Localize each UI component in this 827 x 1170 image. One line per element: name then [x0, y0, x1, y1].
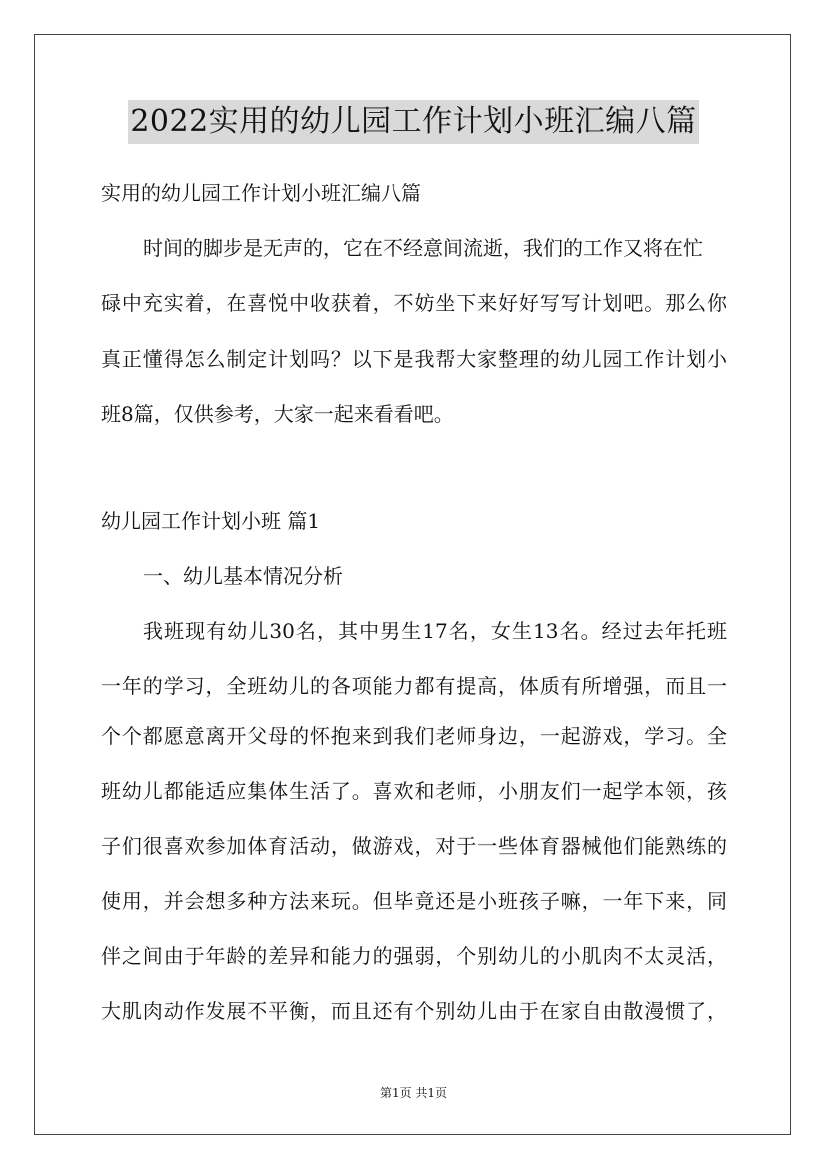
- document-subtitle: 实用的幼儿园工作计划小班汇编八篇: [101, 181, 421, 205]
- section-heading: 幼儿园工作计划小班 篇1: [101, 509, 321, 533]
- body-line-4: 班幼儿都能适应集体生活了。喜欢和老师，小朋友们一起学本领，孩: [101, 779, 727, 803]
- title-container: [0, 100, 827, 144]
- body-line-3: 个个都愿意离开父母的怀抱来到我们老师身边，一起游戏，学习。全: [101, 724, 727, 748]
- body-line-5: 子们很喜欢参加体育活动，做游戏，对于一些体育器械他们能熟练的: [101, 834, 727, 858]
- body-line-8: 大肌肉动作发展不平衡，而且还有个别幼儿由于在家自由散漫惯了，: [101, 999, 727, 1023]
- intro-line-4: 班8篇，仅供参考，大家一起来看看吧。: [101, 402, 454, 426]
- body-line-7: 伴之间由于年龄的差异和能力的强弱，个别幼儿的小肌肉不太灵活，: [101, 944, 727, 968]
- document-title: 2022实用的幼儿园工作计划小班汇编八篇: [128, 100, 698, 144]
- page-footer: 第1页 共1页: [379, 1086, 448, 1100]
- subsection-heading: 一、幼儿基本情况分析: [143, 564, 343, 588]
- intro-line-2: 碌中充实着，在喜悦中收获着，不妨坐下来好好写写计划吧。那么你: [101, 291, 727, 315]
- intro-line-3: 真正懂得怎么制定计划吗？以下是我帮大家整理的幼儿园工作计划小: [101, 347, 727, 371]
- body-line-1: 我班现有幼儿30名，其中男生17名，女生13名。经过去年托班: [143, 619, 727, 643]
- body-line-6: 使用，并会想多种方法来玩。但毕竟还是小班孩子嘛，一年下来，同: [101, 889, 727, 913]
- body-line-2: 一年的学习，全班幼儿的各项能力都有提高，体质有所增强，而且一: [101, 674, 727, 698]
- intro-line-1: 时间的脚步是无声的，它在不经意间流逝，我们的工作又将在忙: [143, 236, 703, 260]
